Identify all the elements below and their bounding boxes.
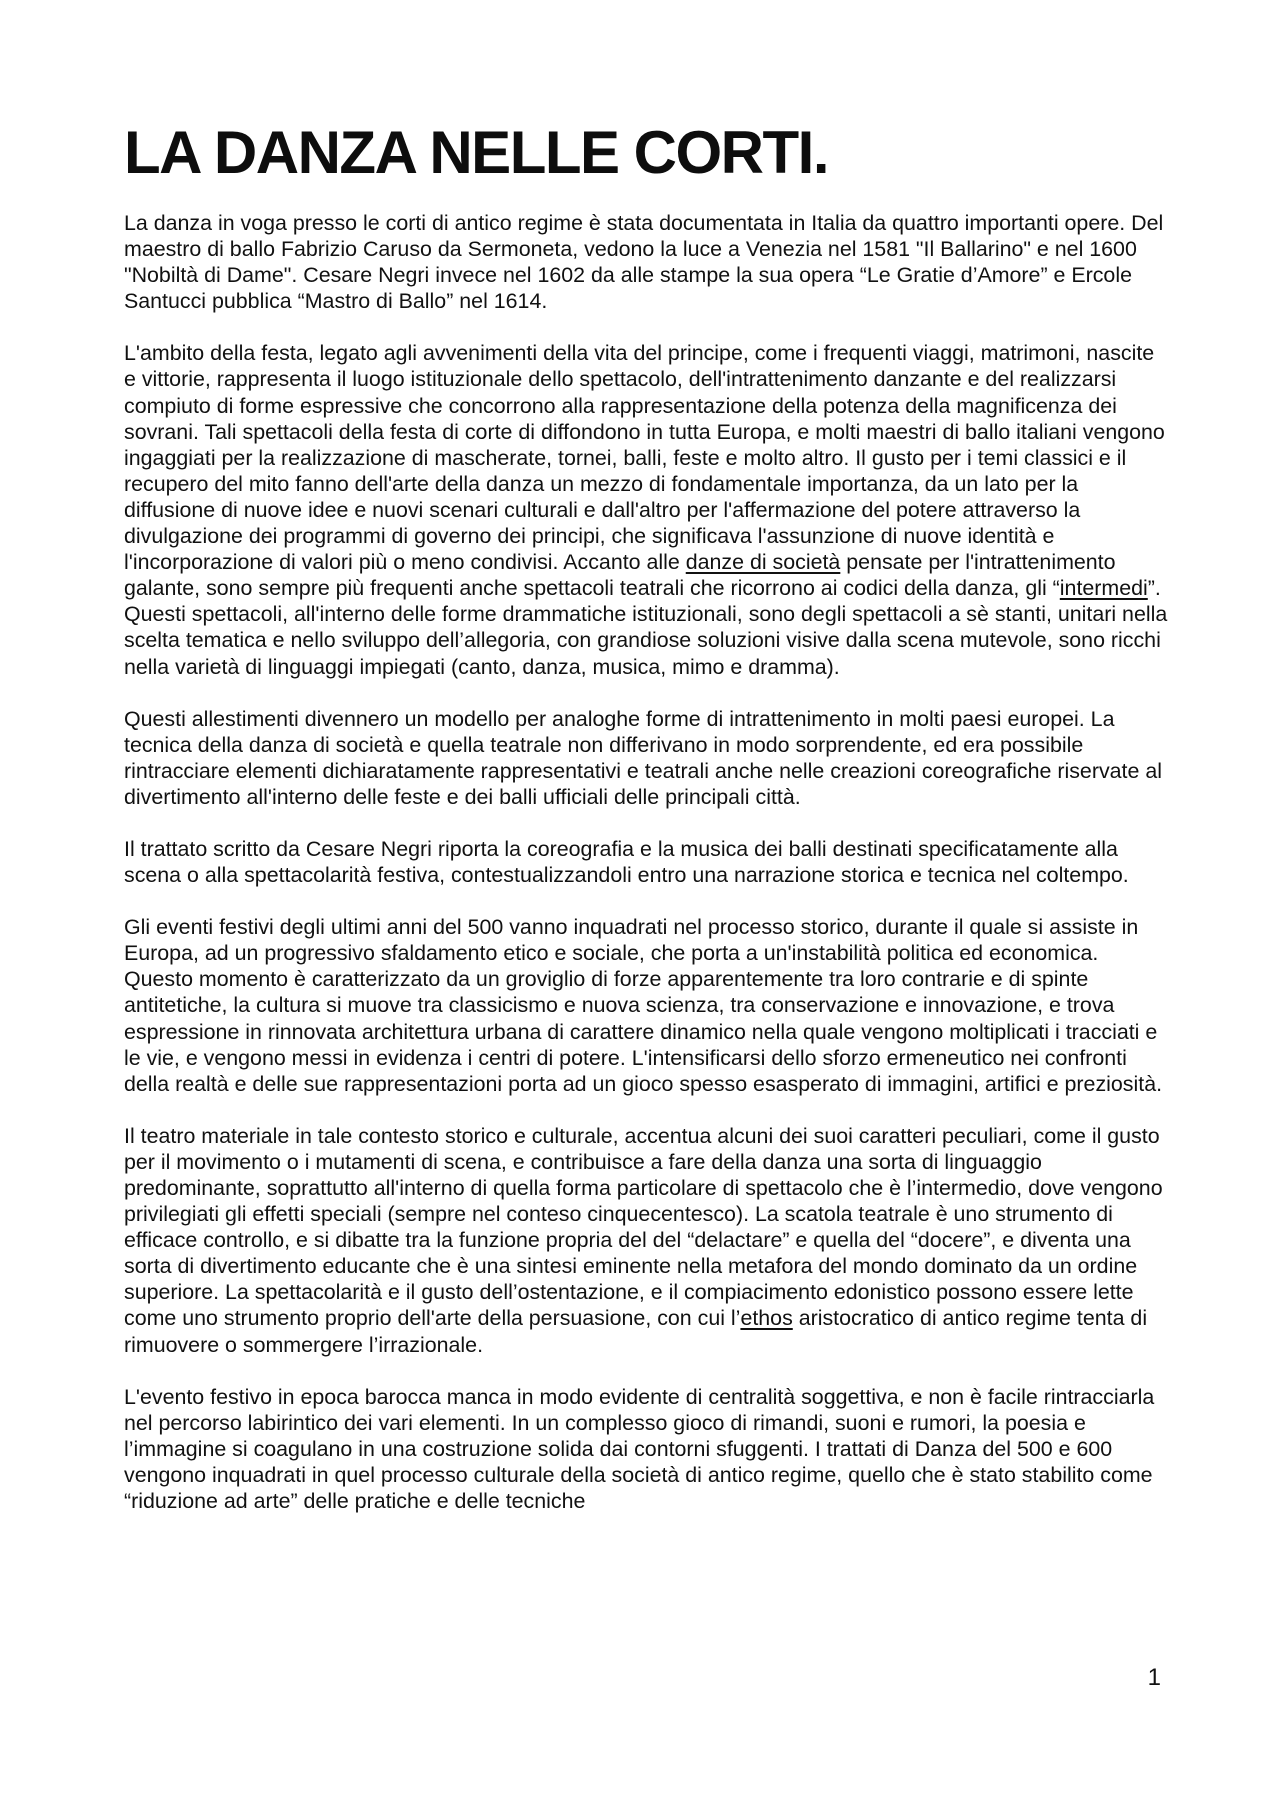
- paragraph-text: L'evento festivo in epoca barocca manca in modo evidente di centralità soggettiva, e non è facile rintracciarla nel percorso labirintico dei vari elementi. In un complesso gioco di rimandi, suoni e rumori, la poesia e l’immagine si coagulano in una costruzione solida dai contorni sfuggenti. I trattati di Danza del 500 e 600 vengono inquadrati in quel processo culturale della società di antico regime, quello che è stato stabilito come “riduzione ad arte” delle pratiche e delle tecniche: [124, 1384, 1155, 1514]
- paragraph-5: [124, 914, 1172, 1097]
- paragraph-text: ”. Questi spettacoli, all'interno delle forme drammatiche istituzionali, sono degli spettacoli a sè stanti, unitari nella scelta tematica e nello sviluppo dell’allegoria, con grandiose soluzioni visive dalla scena mutevole, sono ricchi nella varietà di linguaggi impiegati (canto, danza, musica, mimo e dramma).: [124, 576, 1168, 679]
- page-title: LA DANZA NELLE CORTI.: [124, 119, 828, 186]
- paragraph-1: [124, 210, 1172, 314]
- paragraph-text: Gli eventi festivi degli ultimi anni del 500 vanno inquadrati nel processo storico, durante il quale si assiste in Europa, ad un progressivo sfaldamento etico e sociale, che porta a un'instabilità politica ed economica. Questo momento è caratterizzato da un groviglio di forze apparentemente tra loro contrarie e di spinte antitetiche, la cultura si muove tra classicismo e nuova scienza, tra conservazione e innovazione, e trova espressione in rinnovata architettura urbana di carattere dinamico nella quale vengono moltiplicati i tracciati e le vie, e vengono messi in evidenza i centri di potere. L'intensificarsi dello sforzo ermeneutico nei confronti della realtà e delle sue rappresentazioni porta ad un gioco spesso esasperato di immagini, artifici e preziosità.: [124, 915, 1163, 1096]
- link-ethos[interactable]: ethos: [740, 1306, 793, 1331]
- paragraph-text: pensate per l'intrattenimento galante, sono sempre più frequenti anche spettacoli teatrali che ricorrono ai codici della danza, gli “: [124, 550, 1116, 601]
- document-page: [124, 120, 1172, 1540]
- paragraph-4: [124, 836, 1172, 888]
- link-intermedi[interactable]: intermedi: [1059, 576, 1148, 601]
- paragraph-text: Il trattato scritto da Cesare Negri riporta la coreografia e la musica dei balli destinati specificatamente alla scena o alla spettacolarità festiva, contestualizzandoli entro una narrazione storica e tecnica nel coltempo.: [124, 836, 1129, 888]
- paragraph-3: [124, 706, 1172, 810]
- paragraph-text: aristocratico di antico regime tenta di rimuovere o sommergere l’irrazionale.: [124, 1306, 1148, 1357]
- paragraph-text: Questi allestimenti divennero un modello per analoghe forme di intrattenimento in molti paesi europei. La tecnica della danza di società e quella teatrale non differivano in modo sorprendente, ed era possibile rintracciare elementi dichiaratamente rappresentativi e teatrali anche nelle creazioni coreografiche riservate al divertimento all'interno delle feste e dei balli ufficiali delle principali città.: [124, 706, 1162, 809]
- paragraph-text: Il teatro materiale in tale contesto storico e culturale, accentua alcuni dei suoi caratteri peculiari, come il gusto per il movimento o i mutamenti di scena, e contribuisce a fare della danza una sorta di linguaggio predominante, soprattutto all'interno di quella forma particolare di spettacolo che è l’intermedio, dove vengono privilegiati gli effetti speciali (sempre nel conteso cinquecentesco). La scatola teatrale è uno strumento di efficace controllo, e si dibatte tra la funzione propria del del “delactare” e quella del “docere”, e diventa una sorta di divertimento educante che è una sintesi eminente nella metafora del mondo dominato da un ordine superiore. La spettacolarità e il gusto dell’ostentazione, e il compiacimento edonistico possono essere lette come uno strumento proprio dell'arte della persuasione, con cui l’: [124, 1123, 1163, 1331]
- paragraph-text: La danza in voga presso le corti di antico regime è stata documentata in Italia da quattro importanti opere. Del maestro di ballo Fabrizio Caruso da Sermoneta, vedono la luce a Venezia nel 1581 "Il Ballarino" e nel 1600 "Nobiltà di Dame". Cesare Negri invece nel 1602 da alle stampe la sua opera “Le Gratie d’Amore” e Ercole Santucci pubblica “Mastro di Ballo” nel 1614.: [124, 211, 1164, 314]
- page-number: 1: [1147, 1664, 1161, 1691]
- link-danze-di-societa[interactable]: danze di società: [685, 550, 841, 575]
- paragraph-7: [124, 1384, 1172, 1514]
- paragraph-6: [124, 1123, 1172, 1358]
- paragraph-text: L'ambito della festa, legato agli avvenimenti della vita del principe, come i frequenti viaggi, matrimoni, nascite e vittorie, rappresenta il luogo istituzionale dello spettacolo, dell'intrattenimento danzante e del realizzarsi compiuto di forme espressive che concorrono alla rappresentazione della potenza della magnificenza dei sovrani. Tali spettacoli della festa di corte di diffondono in tutta Europa, e molti maestri di ballo italiani vengono ingaggiati per la realizzazione di mascherate, tornei, balli, feste e molto altro. Il gusto per i temi classici e il recupero del mito fanno dell'arte della danza un mezzo di fondamentale importanza, da un lato per la diffusione di nuove idee e nuovi scenari culturali e dall'altro per l'affermazione del potere attraverso la divulgazione dei programmi di governo dei principi, che significava l'assunzione di nuove identità e l'incorporazione di valori più o meno condivisi. Accanto alle: [124, 341, 1165, 575]
- paragraph-2: [124, 340, 1172, 679]
